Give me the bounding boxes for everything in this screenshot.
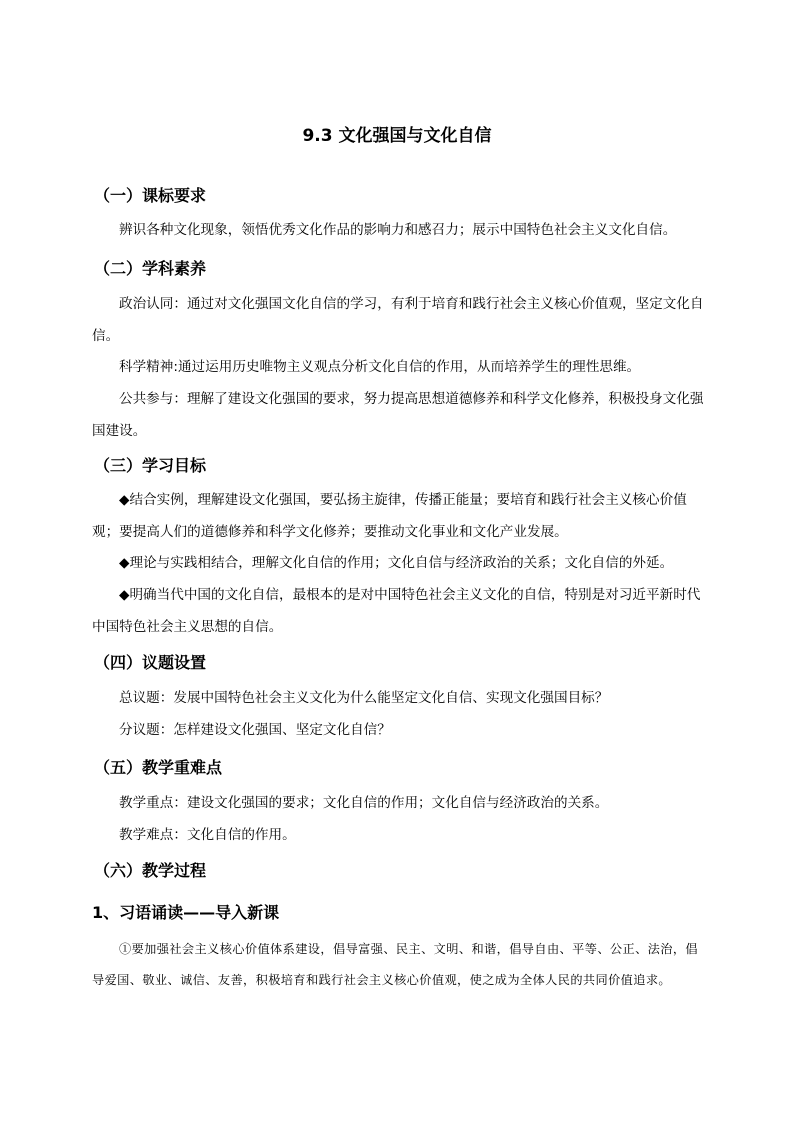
section-heading-literacy: （二）学科素养 [94,259,207,278]
topic-sub: 分议题：怎样建设文化强国、坚定文化自信？ [119,722,391,738]
section-heading-key-points: （五）教学重难点 [94,758,223,777]
process-quote-paragraph: ①要加强社会主义核心价值体系建设，倡导富强、民主、文明、和谐，倡导自由、平等、公正、法治，倡导爱国、敬业、诚信、友善，积极培育和践行社会主义核心价值观，使之成为全体人民的共同价值追求。 [92,942,699,987]
process-step-heading: 1、习语诵读——导入新课 [92,903,280,922]
objective-item-1: ◆结合实例，理解建设文化强国，要弘扬主旋律，传播正能量；要培育和践行社会主义核心价值观；要提高人们的道德修养和科学文化修养；要推动文化事业和文化产业发展。 [92,492,687,540]
key-point-difficulty: 教学难点：文化自信的作用。 [119,827,296,843]
section-heading-topics: （四）议题设置 [94,653,207,672]
curriculum-paragraph: 辨识各种文化现象，领悟优秀文化作品的影响力和感召力；展示中国特色社会主义文化自信。 [119,222,677,238]
section-heading-curriculum: （一）课标要求 [94,186,207,205]
document-title: 9.3 文化强国与文化自信 [302,126,492,146]
key-point-focus: 教学重点：建设文化强国的要求；文化自信的作用；文化自信与经济政治的关系。 [119,795,609,811]
literacy-paragraph-participation: 公共参与：理解了建设文化强国的要求，努力提高思想道德修养和科学文化修养，积极投身文化强国建设。 [92,391,704,439]
section-heading-objectives: （三）学习目标 [94,456,207,475]
section-heading-process: （六）教学过程 [94,861,207,880]
topic-main: 总议题：发展中国特色社会主义文化为什么能坚定文化自信、实现文化强国目标？ [119,690,609,706]
objective-item-3: ◆明确当代中国的文化自信，最根本的是对中国特色社会主义文化的自信，特别是对习近平新时代中国特色社会主义思想的自信。 [92,587,701,635]
literacy-paragraph-political: 政治认同：通过对文化强国文化自信的学习，有利于培育和践行社会主义核心价值观，坚定文化自信。 [92,296,704,344]
literacy-paragraph-science: 科学精神:通过运用历史唯物主义观点分析文化自信的作用，从而培养学生的理性思维。 [119,359,641,375]
objective-item-2: ◆理论与实践相结合，理解文化自信的作用；文化自信与经济政治的关系；文化自信的外延。 [119,555,674,571]
